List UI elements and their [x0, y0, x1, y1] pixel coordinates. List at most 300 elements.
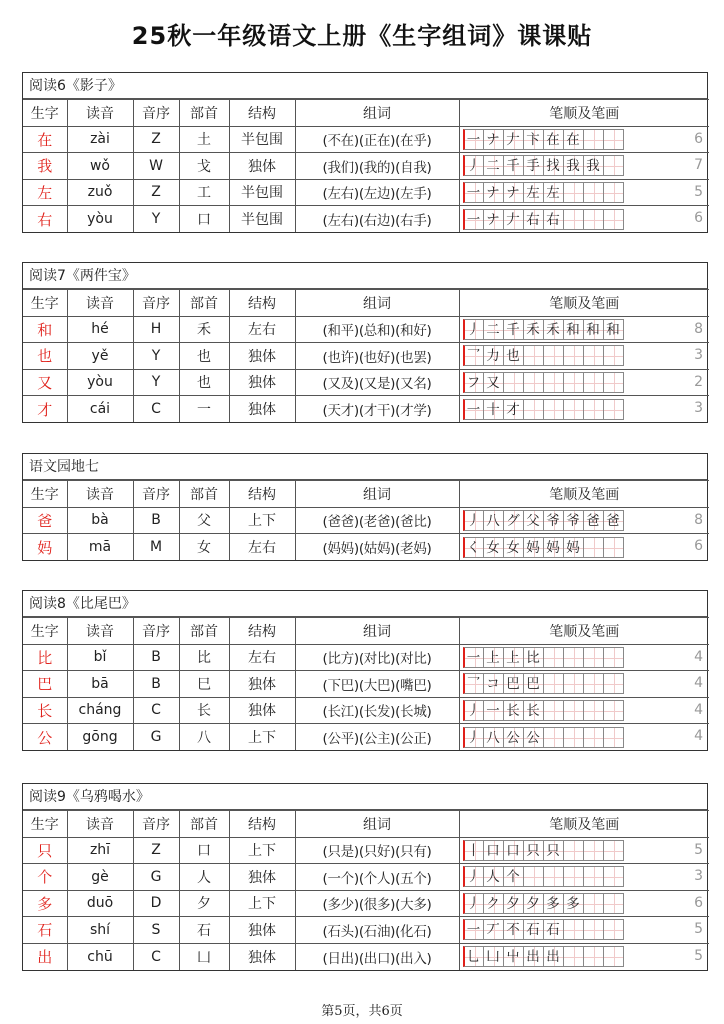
radical: 口 [179, 206, 229, 233]
word-combinations: (和平)(总和)(和好) [295, 316, 459, 343]
character-structure: 独体 [229, 343, 295, 370]
stroke-box: 夕 [503, 893, 524, 914]
stroke-box: 八 [483, 510, 504, 531]
stroke-grid [463, 647, 623, 668]
table-row [23, 697, 709, 724]
radical: 凵 [179, 943, 229, 970]
new-character: 爸 [23, 507, 67, 534]
stroke-box: 乛 [463, 673, 484, 694]
stroke-count: 6 [694, 538, 703, 554]
new-character: 和 [23, 316, 67, 343]
stroke-order [459, 724, 709, 751]
stroke-box [603, 345, 624, 366]
table-row [23, 864, 709, 891]
stroke-box [603, 129, 624, 150]
column-header: 结构 [229, 481, 295, 508]
radical: 土 [179, 126, 229, 153]
radical: 工 [179, 179, 229, 206]
stroke-box [543, 727, 564, 748]
stroke-box: 卞 [523, 129, 544, 150]
word-combinations: (也许)(也好)(也罢) [295, 343, 459, 370]
column-header: 笔顺及笔画 [459, 481, 709, 508]
word-combinations: (一个)(个人)(五个) [295, 864, 459, 891]
table-row [23, 943, 709, 970]
character-structure: 独体 [229, 396, 295, 423]
stroke-grid [463, 919, 623, 940]
stroke-box: 人 [483, 866, 504, 887]
stroke-box: 长 [523, 700, 544, 721]
pinyin-initial: B [133, 507, 179, 534]
stroke-count: 3 [694, 347, 703, 363]
stroke-grid [463, 399, 623, 420]
header-row [23, 481, 709, 508]
header-row [23, 290, 709, 317]
stroke-order [459, 917, 709, 944]
pinyin: cháng [67, 697, 133, 724]
word-combinations: (日出)(出口)(出入) [295, 943, 459, 970]
character-structure: 左右 [229, 644, 295, 671]
column-header: 读音 [67, 618, 133, 645]
table-row [23, 126, 709, 153]
stroke-box: 乚 [463, 946, 484, 967]
stroke-box [543, 647, 564, 668]
stroke-order [459, 179, 709, 206]
pinyin: zài [67, 126, 133, 153]
pinyin: shí [67, 917, 133, 944]
lesson-section [22, 72, 708, 233]
stroke-box: 禾 [543, 319, 564, 340]
table-row [23, 644, 709, 671]
stroke-box: 比 [523, 647, 544, 668]
stroke-box [583, 399, 604, 420]
new-character: 石 [23, 917, 67, 944]
stroke-box: 石 [543, 919, 564, 940]
stroke-box: 乛 [463, 345, 484, 366]
stroke-box [603, 155, 624, 176]
table-row [23, 396, 709, 423]
word-combinations: (公平)(公主)(公正) [295, 724, 459, 751]
word-combinations: (不在)(正在)(在乎) [295, 126, 459, 153]
character-structure: 独体 [229, 943, 295, 970]
stroke-box: 和 [583, 319, 604, 340]
radical: 巳 [179, 671, 229, 698]
column-header: 部首 [179, 811, 229, 838]
stroke-box: 左 [543, 182, 564, 203]
column-header: 笔顺及笔画 [459, 811, 709, 838]
stroke-box: 爸 [603, 510, 624, 531]
stroke-box [583, 727, 604, 748]
stroke-box [603, 700, 624, 721]
stroke-box: 妈 [543, 537, 564, 558]
stroke-box [583, 129, 604, 150]
character-structure: 左右 [229, 534, 295, 561]
radical: 石 [179, 917, 229, 944]
stroke-box: 上 [503, 647, 524, 668]
stroke-box: く [463, 537, 484, 558]
column-header: 部首 [179, 618, 229, 645]
stroke-grid [463, 946, 623, 967]
stroke-box: 左 [523, 182, 544, 203]
stroke-box: 不 [503, 919, 524, 940]
stroke-box: 口 [503, 840, 524, 861]
stroke-box [543, 700, 564, 721]
stroke-box: 丿 [463, 727, 484, 748]
stroke-box: 多 [563, 893, 584, 914]
stroke-box: 巴 [503, 673, 524, 694]
pinyin-initial: Y [133, 206, 179, 233]
stroke-box: 一 [463, 129, 484, 150]
stroke-order [459, 534, 709, 561]
character-table [23, 810, 709, 970]
stroke-box [563, 727, 584, 748]
lesson-section [22, 262, 708, 423]
table-row [23, 343, 709, 370]
character-structure: 独体 [229, 864, 295, 891]
stroke-box: 千 [503, 155, 524, 176]
column-header: 组词 [295, 290, 459, 317]
pinyin: bà [67, 507, 133, 534]
stroke-order [459, 507, 709, 534]
pinyin: gè [67, 864, 133, 891]
stroke-box [603, 399, 624, 420]
stroke-count: 7 [694, 157, 703, 173]
stroke-box [543, 345, 564, 366]
pinyin-initial: B [133, 671, 179, 698]
stroke-box: 一 [463, 919, 484, 940]
character-structure: 上下 [229, 890, 295, 917]
word-combinations: (又及)(又是)(又名) [295, 369, 459, 396]
column-header: 音序 [133, 481, 179, 508]
stroke-box: 右 [543, 209, 564, 230]
stroke-count: 6 [694, 210, 703, 226]
stroke-box: 爸 [583, 510, 604, 531]
character-structure: 半包围 [229, 206, 295, 233]
new-character: 妈 [23, 534, 67, 561]
stroke-grid [463, 319, 623, 340]
pinyin-initial: Z [133, 179, 179, 206]
stroke-box [603, 727, 624, 748]
stroke-box: グ [503, 510, 524, 531]
stroke-box: 手 [523, 155, 544, 176]
pinyin-initial: Z [133, 126, 179, 153]
stroke-box [583, 700, 604, 721]
pinyin-initial: G [133, 724, 179, 751]
stroke-box: 丿 [463, 155, 484, 176]
stroke-box: 千 [503, 319, 524, 340]
column-header: 笔顺及笔画 [459, 100, 709, 127]
table-row [23, 671, 709, 698]
section-title: 阅读8《比尾巴》 [23, 591, 707, 617]
column-header: 读音 [67, 100, 133, 127]
new-character: 个 [23, 864, 67, 891]
stroke-order [459, 206, 709, 233]
stroke-box: 𠂇 [503, 209, 524, 230]
column-header: 部首 [179, 290, 229, 317]
stroke-count: 8 [694, 511, 703, 528]
header-row [23, 811, 709, 838]
stroke-box: 妈 [523, 537, 544, 558]
stroke-box: 长 [503, 700, 524, 721]
radical: 夕 [179, 890, 229, 917]
new-character: 又 [23, 369, 67, 396]
stroke-box: 多 [543, 893, 564, 914]
stroke-box: 爷 [543, 510, 564, 531]
stroke-count: 3 [694, 400, 703, 416]
stroke-box [603, 893, 624, 914]
radical: 长 [179, 697, 229, 724]
character-structure: 独体 [229, 153, 295, 180]
column-header: 结构 [229, 811, 295, 838]
page-title: 25秋一年级语文上册《生字组词》课课贴 [131, 22, 593, 50]
column-header: 结构 [229, 618, 295, 645]
column-header: 部首 [179, 481, 229, 508]
stroke-order [459, 126, 709, 153]
stroke-count: 4 [694, 648, 703, 665]
stroke-box: 也 [503, 345, 524, 366]
stroke-order [459, 153, 709, 180]
stroke-count: 4 [694, 675, 703, 691]
stroke-count: 8 [694, 320, 703, 337]
stroke-box [583, 919, 604, 940]
pinyin: yě [67, 343, 133, 370]
stroke-box: ナ [483, 182, 504, 203]
stroke-box [563, 946, 584, 967]
pinyin: chū [67, 943, 133, 970]
stroke-box [603, 372, 624, 393]
stroke-order [459, 864, 709, 891]
stroke-box: 才 [503, 399, 524, 420]
pinyin-initial: Y [133, 343, 179, 370]
word-combinations: (只是)(只好)(只有) [295, 837, 459, 864]
column-header: 音序 [133, 618, 179, 645]
radical: 戈 [179, 153, 229, 180]
stroke-box: 个 [503, 866, 524, 887]
stroke-box [563, 840, 584, 861]
stroke-box: 丿 [463, 319, 484, 340]
stroke-count: 5 [694, 183, 703, 200]
lesson-section [22, 783, 708, 971]
stroke-box: 只 [543, 840, 564, 861]
stroke-box: 又 [483, 372, 504, 393]
stroke-count: 6 [694, 894, 703, 911]
stroke-box [563, 919, 584, 940]
stroke-box [523, 372, 544, 393]
stroke-count: 3 [694, 868, 703, 884]
character-structure: 左右 [229, 316, 295, 343]
column-header: 结构 [229, 100, 295, 127]
new-character: 比 [23, 644, 67, 671]
stroke-box [583, 840, 604, 861]
radical: 也 [179, 369, 229, 396]
pinyin-initial: S [133, 917, 179, 944]
pinyin: zhī [67, 837, 133, 864]
stroke-box [603, 866, 624, 887]
radical: 女 [179, 534, 229, 561]
stroke-box [583, 537, 604, 558]
word-combinations: (左右)(右边)(右手) [295, 206, 459, 233]
stroke-order [459, 943, 709, 970]
word-combinations: (石头)(石油)(化石) [295, 917, 459, 944]
stroke-box [563, 673, 584, 694]
header-row [23, 618, 709, 645]
stroke-grid [463, 510, 623, 531]
section-title: 阅读7《两件宝》 [23, 263, 707, 289]
stroke-box: 十 [483, 399, 504, 420]
new-character: 也 [23, 343, 67, 370]
radical: 禾 [179, 316, 229, 343]
stroke-box [563, 182, 584, 203]
column-header: 组词 [295, 100, 459, 127]
stroke-box [603, 209, 624, 230]
new-character: 右 [23, 206, 67, 233]
stroke-box: 和 [603, 319, 624, 340]
stroke-box [603, 919, 624, 940]
stroke-box [523, 345, 544, 366]
word-combinations: (多少)(很多)(大多) [295, 890, 459, 917]
stroke-count: 5 [694, 947, 703, 964]
stroke-box: ナ [503, 182, 524, 203]
column-header: 结构 [229, 290, 295, 317]
new-character: 我 [23, 153, 67, 180]
pinyin-initial: H [133, 316, 179, 343]
word-combinations: (爸爸)(老爸)(爸比) [295, 507, 459, 534]
header-row [23, 100, 709, 127]
stroke-box: 公 [503, 727, 524, 748]
stroke-box [603, 647, 624, 668]
new-character: 出 [23, 943, 67, 970]
stroke-grid [463, 673, 623, 694]
stroke-box: ナ [483, 209, 504, 230]
column-header: 生字 [23, 618, 67, 645]
stroke-box [583, 946, 604, 967]
stroke-box: 屮 [503, 946, 524, 967]
character-table [23, 99, 709, 232]
stroke-box: 𠂇 [503, 129, 524, 150]
stroke-count: 6 [694, 130, 703, 147]
column-header: 生字 [23, 481, 67, 508]
stroke-count: 4 [694, 728, 703, 744]
stroke-box [523, 866, 544, 887]
table-row [23, 507, 709, 534]
stroke-order [459, 396, 709, 423]
stroke-box [583, 866, 604, 887]
table-row [23, 917, 709, 944]
stroke-box: フ [463, 372, 484, 393]
pinyin-initial: C [133, 396, 179, 423]
stroke-box [603, 946, 624, 967]
table-row [23, 179, 709, 206]
word-combinations: (比方)(对比)(对比) [295, 644, 459, 671]
stroke-box [583, 182, 604, 203]
character-structure: 独体 [229, 369, 295, 396]
stroke-box: 在 [563, 129, 584, 150]
stroke-box: 口 [483, 840, 504, 861]
radical: 也 [179, 343, 229, 370]
stroke-box [563, 209, 584, 230]
stroke-box: 石 [523, 919, 544, 940]
column-header: 生字 [23, 290, 67, 317]
stroke-box: 丿 [463, 510, 484, 531]
stroke-box [603, 840, 624, 861]
column-header: 组词 [295, 811, 459, 838]
column-header: 生字 [23, 100, 67, 127]
lesson-section [22, 590, 708, 751]
pinyin: mā [67, 534, 133, 561]
stroke-order [459, 671, 709, 698]
stroke-box [563, 700, 584, 721]
character-structure: 独体 [229, 917, 295, 944]
stroke-order [459, 644, 709, 671]
stroke-order [459, 343, 709, 370]
stroke-box [563, 345, 584, 366]
stroke-box [603, 673, 624, 694]
lesson-section [22, 453, 708, 561]
stroke-grid [463, 840, 623, 861]
new-character: 公 [23, 724, 67, 751]
column-header: 音序 [133, 811, 179, 838]
stroke-box: 二 [483, 319, 504, 340]
stroke-box [603, 182, 624, 203]
stroke-count: 5 [694, 841, 703, 858]
section-title: 阅读6《影子》 [23, 73, 707, 99]
page-footer: 第5页，共6页 [321, 1004, 403, 1019]
table-row [23, 369, 709, 396]
column-header: 笔顺及笔画 [459, 290, 709, 317]
pinyin: wǒ [67, 153, 133, 180]
character-structure: 独体 [229, 671, 295, 698]
stroke-box: ナ [483, 129, 504, 150]
stroke-grid [463, 537, 623, 558]
stroke-box: 公 [523, 727, 544, 748]
stroke-box [563, 647, 584, 668]
stroke-box [583, 372, 604, 393]
stroke-box [543, 399, 564, 420]
stroke-order [459, 369, 709, 396]
radical: 八 [179, 724, 229, 751]
column-header: 笔顺及笔画 [459, 618, 709, 645]
table-row [23, 837, 709, 864]
stroke-grid [463, 129, 623, 150]
radical: 比 [179, 644, 229, 671]
character-structure: 上下 [229, 724, 295, 751]
stroke-grid [463, 372, 623, 393]
stroke-box: 凵 [483, 946, 504, 967]
pinyin-initial: C [133, 697, 179, 724]
pinyin-initial: C [133, 943, 179, 970]
stroke-box: 出 [523, 946, 544, 967]
stroke-box [563, 399, 584, 420]
stroke-box: 丆 [483, 919, 504, 940]
pinyin: duō [67, 890, 133, 917]
stroke-box: 女 [483, 537, 504, 558]
column-header: 生字 [23, 811, 67, 838]
table-row [23, 724, 709, 751]
stroke-box [603, 537, 624, 558]
section-title: 语文园地七 [23, 454, 707, 480]
stroke-box: 出 [543, 946, 564, 967]
stroke-box: 妈 [563, 537, 584, 558]
word-combinations: (长江)(长发)(长城) [295, 697, 459, 724]
column-header: 读音 [67, 481, 133, 508]
stroke-box [583, 647, 604, 668]
stroke-grid [463, 155, 623, 176]
column-header: 音序 [133, 290, 179, 317]
stroke-box: 右 [523, 209, 544, 230]
stroke-box [583, 673, 604, 694]
stroke-box: 父 [523, 510, 544, 531]
stroke-box [583, 345, 604, 366]
stroke-order [459, 837, 709, 864]
